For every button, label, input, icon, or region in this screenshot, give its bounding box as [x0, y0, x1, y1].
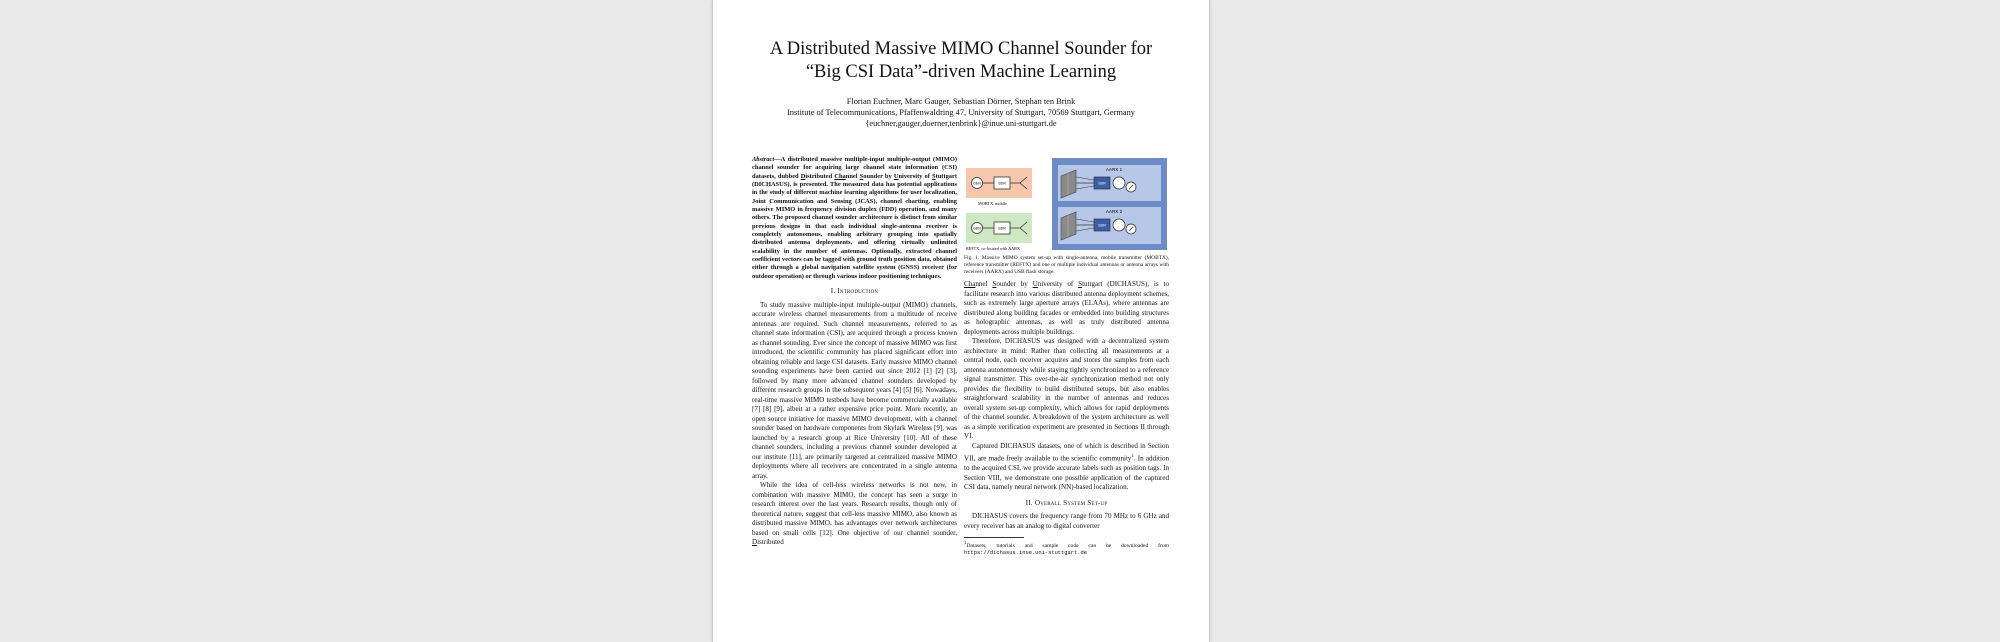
- paper-page: [712, 0, 1210, 642]
- abstract-text-a: A distributed massive multiple-input multiple-output (MIMO) channel sounder for acquiring large channel state information (CSI) datasets, dubbed: [752, 156, 957, 180]
- footnote-marker: 1: [1131, 453, 1134, 459]
- email: {euchner,gauger,doerner,tenbrink}@inue.uni-stuttgart.de: [865, 119, 1057, 128]
- aarx-1-sdr-label: SDR: [1098, 181, 1106, 186]
- mobtx-sdr-label: SDR: [998, 181, 1006, 186]
- acronym-s-rest: ounder by: [863, 172, 894, 180]
- system-diagram: [964, 156, 1169, 252]
- mobtx-label: MOBTX, mobile: [978, 201, 1007, 206]
- acr-s2: S: [1078, 280, 1083, 289]
- right-paragraph-3: [964, 442, 1169, 493]
- section-1-heading: [752, 287, 957, 297]
- acronym-s2-rest: tuttgart (DICHASUS), is presented.: [752, 172, 958, 189]
- right-column: [964, 156, 1169, 557]
- acronym-d-rest: istributed: [805, 172, 835, 180]
- paper-title: [713, 38, 1209, 84]
- mobtx-gen-label: GEN: [973, 181, 981, 186]
- intro-p2-rest: istributed: [757, 538, 784, 547]
- acr-cha: Cha: [964, 280, 976, 289]
- affiliation: Institute of Telecommunications, Pfaffenwaldring 47, University of Stuttgart, 70569 Stuttgart, Germany: [787, 108, 1135, 117]
- figure-1-caption: Fig. 1. Massive MIMO system set-up with single-antenna, mobile transmitter (MOBTX), reference transmitter (REFTX) and one or multiple individual antennas or antenna arrays with receivers (AARX) and USB flash storage.: [964, 255, 1169, 275]
- acronym-u-rest: niversity of: [898, 172, 932, 180]
- acr-cha-rest: nnel: [975, 280, 993, 289]
- acr-u: U: [1032, 280, 1038, 289]
- reftx-sdr-label: SDR: [998, 226, 1006, 231]
- acronym-s: S: [859, 172, 864, 180]
- intro-paragraph-2: [752, 481, 957, 548]
- acronym-u: U: [893, 172, 899, 180]
- footnote: [964, 540, 1169, 557]
- aarx-1-storage-icon: [1113, 177, 1125, 189]
- footnote-link[interactable]: https://dichasus.inue.uni-stuttgart.de: [964, 550, 1087, 557]
- title-line-1: A Distributed Massive MIMO Channel Sounder for: [769, 39, 1153, 59]
- intro-p2-text: While the idea of cell-less wireless networks is not new, in combination with massive MIMO, the concept has seen a surge in research interest over the last years. Research results, though only of theoretical nature, suggest that cell-less massive MIMO, also known as distributed massive MIMO, has advantages over network architectures based on small cells [12]. One objective of our channel sounder,: [752, 481, 957, 537]
- authors: Florian Euchner, Marc Gauger, Sebastian Dörner, Stephan ten Brink: [846, 97, 1076, 106]
- author-block: [713, 96, 1209, 129]
- intro-paragraph-1: To study massive multiple-input multiple-output (MIMO) channels, accurate wireless channel measurements from a multitude of receive antennas are required. Such channel measurements, referred to as channel state information (CSI), are acquired through a process known as channel sounding. Ever since the concept of massive MIMO was first introduced, the scientific community has placed significant effort into obtaining reliable and large CSI datasets. Early massive MIMO channel sounding experiments have been carried out since 2012 [1] [2] [3], followed by many more advanced channel sounders developed by different research groups in the subsequent years [4] [5] [6]. Nowadays, real-time massive MIMO testbeds have become commercially available [7] [8] [9], albeit at a rather expensive price point. More recently, an open source initiative for massive MIMO development, with a channel sounder based on hardware components from Skylark Wireless [9], was launched by a research group at Rice University [10]. All of these channel sounders, including a previous channel sounder developed at our institute [11], are primarily targeted at centralized massive MIMO deployments where all receivers are concentrated in a single antenna array.: [752, 300, 957, 480]
- acronym-s2: S: [931, 172, 936, 180]
- acronym-cha: Cha: [834, 172, 846, 180]
- right-p3-a: Captured DICHASUS datasets, one of which is described in Section VII, are made freely available to the scientific community: [964, 441, 1169, 463]
- figure-1: [964, 156, 1169, 252]
- aarx-2-sdr-label: SDR: [1098, 223, 1106, 228]
- acr-u-rest: niversity of: [1037, 280, 1079, 289]
- acr-s2-rest: tuttgart (DICHASUS), is to facilitate research into various distributed antenna deployment schemes, such as extremely large aperture arrays (ELAAs), where antennas are distributed along building facades or embedded into building structures as holographic antennas, as well as truly distributed antenna deployments across multiple buildings.: [964, 280, 1169, 336]
- acronym-d: D: [800, 172, 806, 180]
- footnote-number: 1: [964, 541, 967, 547]
- section-1-title: Introduction: [837, 287, 879, 296]
- intro-p2-acronym: D: [752, 538, 758, 547]
- section-2-title: Overall System Set-up: [1034, 498, 1108, 507]
- left-column: [752, 156, 957, 548]
- reftx-label: REFTX, co-located with AARX: [966, 246, 1020, 251]
- abstract-text-b: The measured data has potential applications in the study of different machine learning algorithms for user localization, Joint Communication and Sensing (JCAS), channel charting, enabling massive MIMO in frequency division duplex (FDD) operation, and many others. The proposed channel sounder architecture is distinct from similar previous designs in that each individual single-antenna receiver is completely autonomous, enabling arbitrary grouping into spatially distributed antenna deployments, and offering virtually unlimited scalability in the number of antennas. Optionally, extracted channel coefficient vectors can be tagged with ground truth position data, obtained either through a global navigation satellite system (GNSS) receiver (for outdoor operation) or through various indoor positioning techniques.: [752, 181, 957, 280]
- abstract-dash: —: [774, 156, 781, 163]
- footnote-text: Datasets, tutorials and sample code can be downloaded from: [966, 543, 1169, 550]
- aarx-1-label: AARX 1: [1105, 167, 1123, 172]
- reftx-gen-label: GEN: [973, 226, 981, 231]
- acronym-cha-rest: nnel: [845, 172, 860, 180]
- acr-s-rest: ounder by: [996, 280, 1033, 289]
- right-p3-b: . In addition to the acquired CSI, we provide accurate labels such as position tags. In Section VIII, we demonstrate one possible application of the captured CSI data, namely neural network (NN)-based localization.: [964, 454, 1169, 492]
- title-line-2: “Big CSI Data”-driven Machine Learning: [805, 62, 1117, 82]
- right-paragraph-1: [964, 280, 1169, 337]
- acr-s: S: [992, 280, 997, 289]
- section-1-number: I.: [830, 287, 836, 296]
- footnote-divider: [964, 537, 1024, 538]
- aarx-2-storage-icon: [1113, 219, 1125, 231]
- right-paragraph-4: DICHASUS covers the frequency range from 70 MHz to 6 GHz and every receiver has an analog to digital converter: [964, 512, 1169, 530]
- section-2-number: II.: [1025, 498, 1033, 507]
- abstract: [752, 156, 957, 281]
- aarx-2-label: AARX 2: [1105, 209, 1123, 214]
- section-2-heading: [964, 499, 1169, 509]
- right-paragraph-2: Therefore, DICHASUS was designed with a decentralized system architecture in mind: Rather than collecting all measurements at a central node, each receiver acquires and stores the samples from each antenna autonomously while staying tightly synchronized to a reference signal transmitter. This over-the-air synchronization method not only provides the flexibility to build distributed setups, but also enables straightforward scalability in the number of antennas and reduces overall system set-up complexity, which allows for rapid deployments of the channel sounder. A breakdown of the system architecture as well as a simple verification experiment are presented in Sections II through VI.: [964, 337, 1169, 441]
- abstract-label: Abstract: [752, 156, 775, 163]
